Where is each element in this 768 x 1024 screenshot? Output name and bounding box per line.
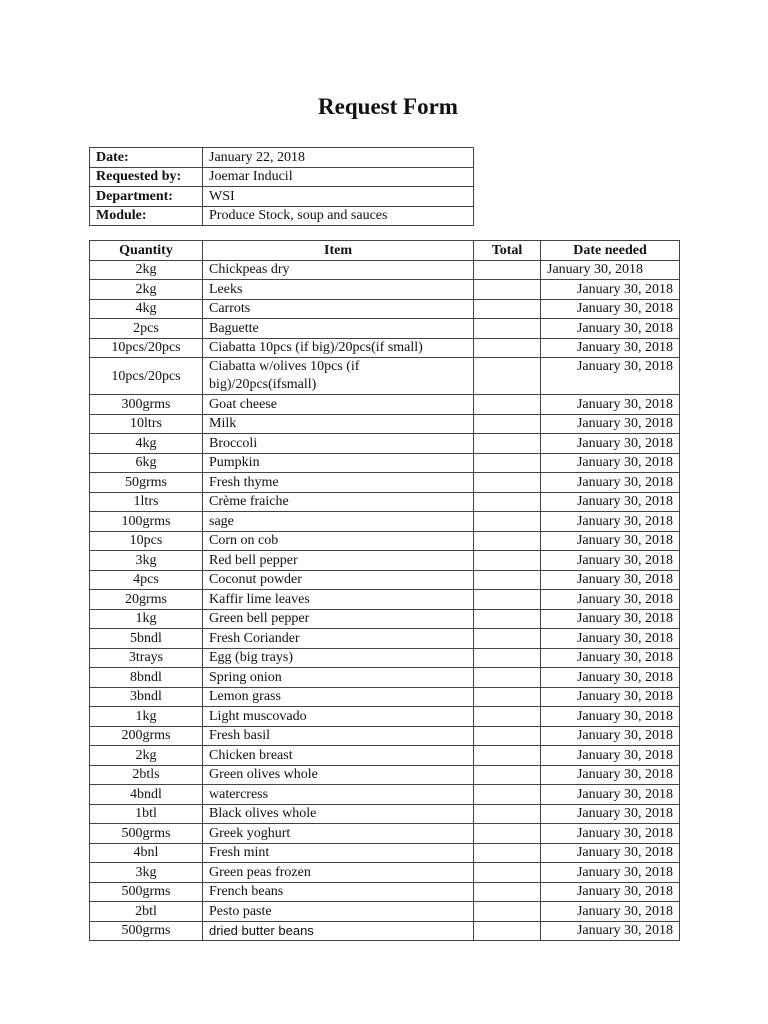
table-row (90, 921, 680, 941)
total-cell (474, 785, 541, 805)
item-cell: Lemon grass (203, 687, 474, 707)
table-row (90, 299, 680, 319)
item-cell: Ciabatta w/olives 10pcs (if big)/20pcs(ifsmall) (203, 358, 474, 395)
date-needed-cell: January 30, 2018 (541, 902, 680, 922)
items-table (89, 240, 680, 941)
table-row (90, 765, 680, 785)
date-needed-cell: January 30, 2018 (541, 863, 680, 883)
date-needed-cell: January 30, 2018 (541, 707, 680, 727)
item-cell: Goat cheese (203, 395, 474, 415)
date-needed-cell: January 30, 2018 (541, 668, 680, 688)
quantity-cell: 4bnl (90, 843, 203, 863)
info-value: WSI (203, 187, 474, 207)
item-cell: Corn on cob (203, 531, 474, 551)
quantity-cell: 4bndl (90, 785, 203, 805)
table-row (90, 882, 680, 902)
item-cell: watercress (203, 785, 474, 805)
date-needed-cell: January 30, 2018 (541, 551, 680, 571)
item-cell: French beans (203, 882, 474, 902)
item-cell: Baguette (203, 319, 474, 339)
info-row (90, 167, 474, 187)
total-cell (474, 358, 541, 395)
quantity-cell: 4kg (90, 434, 203, 454)
quantity-cell: 50grms (90, 473, 203, 493)
item-cell: sage (203, 512, 474, 532)
item-cell: Ciabatta 10pcs (if big)/20pcs(if small) (203, 338, 474, 358)
info-label: Department: (90, 187, 203, 207)
items-header-row (90, 241, 680, 261)
info-row (90, 187, 474, 207)
table-row (90, 863, 680, 883)
quantity-cell: 2kg (90, 746, 203, 766)
date-needed-cell: January 30, 2018 (541, 492, 680, 512)
table-row (90, 590, 680, 610)
table-row (90, 668, 680, 688)
item-cell: Chickpeas dry (203, 260, 474, 280)
total-cell (474, 395, 541, 415)
date-needed-cell: January 30, 2018 (541, 785, 680, 805)
total-cell (474, 707, 541, 727)
info-label: Module: (90, 206, 203, 226)
table-row (90, 551, 680, 571)
table-row (90, 902, 680, 922)
info-value: Joemar Inducil (203, 167, 474, 187)
item-cell: Coconut powder (203, 570, 474, 590)
table-row (90, 726, 680, 746)
total-cell (474, 414, 541, 434)
quantity-cell: 2kg (90, 280, 203, 300)
quantity-cell: 100grms (90, 512, 203, 532)
table-row (90, 570, 680, 590)
total-cell (474, 843, 541, 863)
quantity-cell: 2btls (90, 765, 203, 785)
total-cell (474, 319, 541, 339)
quantity-cell: 2pcs (90, 319, 203, 339)
quantity-cell: 200grms (90, 726, 203, 746)
date-needed-cell: January 30, 2018 (541, 590, 680, 610)
total-cell (474, 260, 541, 280)
table-row (90, 358, 680, 395)
date-needed-cell: January 30, 2018 (541, 280, 680, 300)
date-needed-cell: January 30, 2018 (541, 570, 680, 590)
table-row (90, 531, 680, 551)
quantity-cell: 3trays (90, 648, 203, 668)
date-needed-cell: January 30, 2018 (541, 687, 680, 707)
quantity-cell: 1ltrs (90, 492, 203, 512)
item-cell: Fresh Coriander (203, 629, 474, 649)
table-row (90, 434, 680, 454)
item-cell: Green olives whole (203, 765, 474, 785)
date-needed-cell: January 30, 2018 (541, 648, 680, 668)
quantity-cell: 500grms (90, 921, 203, 941)
header-item: Item (203, 241, 474, 261)
quantity-cell: 1kg (90, 707, 203, 727)
table-row (90, 395, 680, 415)
date-needed-cell: January 30, 2018 (541, 824, 680, 844)
date-needed-cell: January 30, 2018 (541, 358, 680, 395)
total-cell (474, 921, 541, 941)
request-info-table (89, 147, 474, 226)
quantity-cell: 8bndl (90, 668, 203, 688)
date-needed-cell: January 30, 2018 (541, 804, 680, 824)
date-needed-cell: January 30, 2018 (541, 395, 680, 415)
table-row (90, 707, 680, 727)
table-row (90, 648, 680, 668)
total-cell (474, 551, 541, 571)
info-value: January 22, 2018 (203, 148, 474, 168)
quantity-cell: 10pcs (90, 531, 203, 551)
info-label: Requested by: (90, 167, 203, 187)
date-needed-cell: January 30, 2018 (541, 434, 680, 454)
table-row (90, 609, 680, 629)
total-cell (474, 280, 541, 300)
item-cell: Pesto paste (203, 902, 474, 922)
item-cell: Carrots (203, 299, 474, 319)
total-cell (474, 882, 541, 902)
total-cell (474, 824, 541, 844)
date-needed-cell: January 30, 2018 (541, 882, 680, 902)
date-needed-cell: January 30, 2018 (541, 843, 680, 863)
date-needed-cell: January 30, 2018 (541, 512, 680, 532)
date-needed-cell: January 30, 2018 (541, 746, 680, 766)
total-cell (474, 299, 541, 319)
header-date-needed: Date needed (541, 241, 680, 261)
info-row (90, 148, 474, 168)
item-cell: Crème fraiche (203, 492, 474, 512)
total-cell (474, 531, 541, 551)
date-needed-cell: January 30, 2018 (541, 338, 680, 358)
item-cell: Leeks (203, 280, 474, 300)
table-row (90, 785, 680, 805)
date-needed-cell: January 30, 2018 (541, 921, 680, 941)
total-cell (474, 473, 541, 493)
item-cell: Green peas frozen (203, 863, 474, 883)
total-cell (474, 746, 541, 766)
table-row (90, 746, 680, 766)
info-value: Produce Stock, soup and sauces (203, 206, 474, 226)
quantity-cell: 3bndl (90, 687, 203, 707)
item-cell: Black olives whole (203, 804, 474, 824)
header-quantity: Quantity (90, 241, 203, 261)
date-needed-cell: January 30, 2018 (541, 609, 680, 629)
table-row (90, 414, 680, 434)
info-row (90, 206, 474, 226)
table-row (90, 824, 680, 844)
quantity-cell: 500grms (90, 882, 203, 902)
date-needed-cell: January 30, 2018 (541, 453, 680, 473)
item-cell: Kaffir lime leaves (203, 590, 474, 610)
quantity-cell: 20grms (90, 590, 203, 610)
table-row (90, 473, 680, 493)
total-cell (474, 668, 541, 688)
item-cell: Fresh mint (203, 843, 474, 863)
total-cell (474, 648, 541, 668)
quantity-cell: 10ltrs (90, 414, 203, 434)
item-cell: Fresh thyme (203, 473, 474, 493)
total-cell (474, 590, 541, 610)
total-cell (474, 609, 541, 629)
quantity-cell: 5bndl (90, 629, 203, 649)
date-needed-cell: January 30, 2018 (541, 629, 680, 649)
page-title: Request Form (318, 94, 458, 119)
item-cell: Chicken breast (203, 746, 474, 766)
table-row (90, 687, 680, 707)
quantity-cell: 2btl (90, 902, 203, 922)
date-needed-cell: January 30, 2018 (541, 319, 680, 339)
quantity-cell: 6kg (90, 453, 203, 473)
item-cell: Milk (203, 414, 474, 434)
date-needed-cell: January 30, 2018 (541, 531, 680, 551)
quantity-cell: 1kg (90, 609, 203, 629)
table-row (90, 338, 680, 358)
quantity-cell: 3kg (90, 551, 203, 571)
item-cell: Light muscovado (203, 707, 474, 727)
total-cell (474, 902, 541, 922)
total-cell (474, 804, 541, 824)
date-needed-cell: January 30, 2018 (541, 299, 680, 319)
quantity-cell: 10pcs/20pcs (90, 338, 203, 358)
quantity-cell: 500grms (90, 824, 203, 844)
item-cell: Greek yoghurt (203, 824, 474, 844)
table-row (90, 319, 680, 339)
table-row (90, 512, 680, 532)
quantity-cell: 4pcs (90, 570, 203, 590)
item-cell: Egg (big trays) (203, 648, 474, 668)
item-cell: Fresh basil (203, 726, 474, 746)
item-cell: Broccoli (203, 434, 474, 454)
header-total: Total (474, 241, 541, 261)
quantity-cell: 2kg (90, 260, 203, 280)
date-needed-cell: January 30, 2018 (541, 414, 680, 434)
table-row (90, 260, 680, 280)
total-cell (474, 453, 541, 473)
total-cell (474, 687, 541, 707)
date-needed-cell: January 30, 2018 (541, 726, 680, 746)
quantity-cell: 3kg (90, 863, 203, 883)
info-label: Date: (90, 148, 203, 168)
total-cell (474, 726, 541, 746)
table-row (90, 453, 680, 473)
total-cell (474, 434, 541, 454)
date-needed-cell: January 30, 2018 (541, 260, 680, 280)
date-needed-cell: January 30, 2018 (541, 473, 680, 493)
table-row (90, 843, 680, 863)
total-cell (474, 492, 541, 512)
quantity-cell: 10pcs/20pcs (90, 358, 203, 395)
total-cell (474, 512, 541, 532)
table-row (90, 629, 680, 649)
total-cell (474, 338, 541, 358)
item-cell: Pumpkin (203, 453, 474, 473)
total-cell (474, 765, 541, 785)
item-cell: dried butter beans (203, 921, 474, 941)
total-cell (474, 629, 541, 649)
quantity-cell: 4kg (90, 299, 203, 319)
quantity-cell: 300grms (90, 395, 203, 415)
total-cell (474, 570, 541, 590)
item-cell: Red bell pepper (203, 551, 474, 571)
table-row (90, 492, 680, 512)
date-needed-cell: January 30, 2018 (541, 765, 680, 785)
total-cell (474, 863, 541, 883)
table-row (90, 804, 680, 824)
item-cell: Spring onion (203, 668, 474, 688)
item-cell: Green bell pepper (203, 609, 474, 629)
quantity-cell: 1btl (90, 804, 203, 824)
table-row (90, 280, 680, 300)
